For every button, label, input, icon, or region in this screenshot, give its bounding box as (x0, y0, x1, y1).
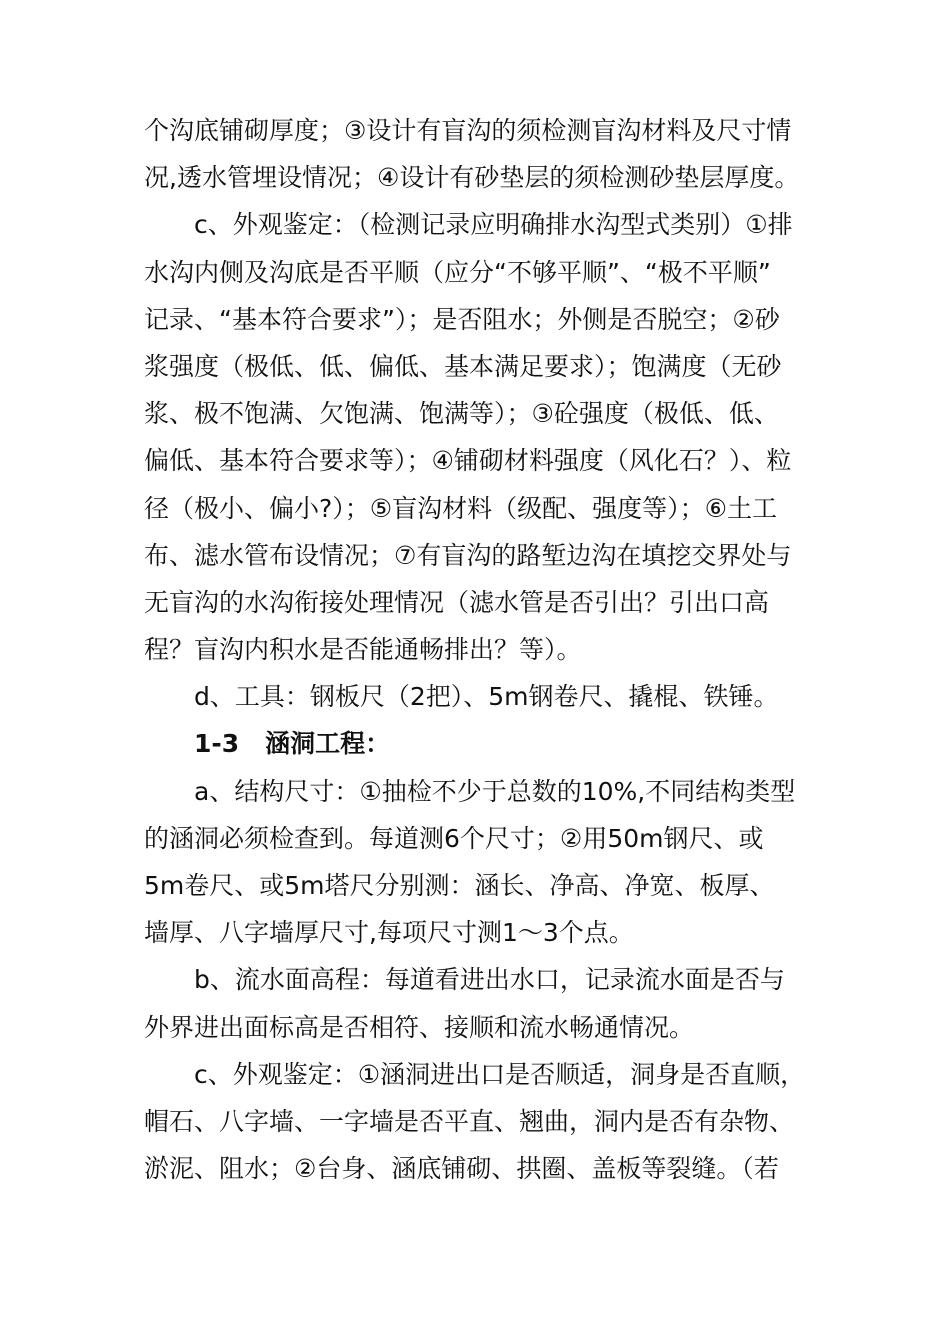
section-heading (144, 720, 816, 767)
section-number: 1-3 (194, 729, 240, 759)
text-line: 径（极小、偏小?）；⑤盲沟材料（级配、强度等）；⑥土工 (144, 493, 778, 523)
text-line: 外界进出面标高是否相符、接顺和流水畅通情况。 (144, 1012, 695, 1042)
paragraph-c-appearance: c、外观鉴定：（检测记录应明确排水沟型式类别）①排 (194, 210, 793, 240)
text-line: 个沟底铺砌厚度；③设计有盲沟的须检测盲沟材料及尺寸情 (144, 116, 792, 145)
text-line: 的涵洞必须检查到。每道测6个尺寸；②用50m钢尺、或 (144, 823, 764, 853)
text-line: 5m卷尺、或5m塔尺分别测：涵长、净高、净宽、板厚、 (144, 871, 775, 900)
text-line: 帽石、八字墙、一字墙是否平直、翘曲，洞内是否有杂物、 (144, 1106, 795, 1136)
text-line: 偏低、基本符合要求等）；④铺砌材料强度（风化石？）、粒 (144, 446, 792, 476)
paragraph-b-flow-elevation: b、流水面高程：每道看进出水口，记录流水面是否与 (194, 965, 785, 995)
text-line: 无盲沟的水沟衔接处理情况（滤水管是否引出？引出口高 (144, 587, 770, 617)
section-title: 涵洞工程： (265, 729, 391, 759)
text-line: 浆强度（极低、低、偏低、基本满足要求）；饱满度（无砂 (144, 351, 782, 381)
text-line: 水沟内侧及沟底是否平顺（应分“不够平顺”、“极不平顺” (144, 257, 771, 287)
text-line: 浆、极不饱满、欠饱满、饱满等）；③砼强度（极低、低、 (144, 399, 779, 429)
paragraph-d-tools: d、工具：钢板尺（2把）、5m钢卷尺、撬棍、铁锤。 (194, 682, 779, 712)
text-line: 程？盲沟内积水是否能通畅排出？等）。 (144, 635, 582, 665)
paragraph-a-structure-size: a、结构尺寸：①抽检不少于总数的10%,不同结构类型 (194, 776, 796, 806)
text-line: 记录、“基本符合要求”）；是否阻水；外侧是否脱空；②砂 (144, 304, 780, 334)
text-line: 布、滤水管布设情况；⑦有盲沟的路堑边沟在填挖交界处与 (144, 540, 792, 570)
paragraph-c-culvert-appearance: c、外观鉴定：①涵洞进出口是否顺适，洞身是否直顺， (194, 1059, 806, 1089)
text-line: 况,透水管埋设情况；④设计有砂垫层的须检测砂垫层厚度。 (144, 163, 800, 193)
document-body (144, 107, 816, 1192)
text-line: 墙厚、八字墙厚尺寸,每项尺寸测1～3个点。 (144, 918, 634, 948)
text-line: 淤泥、阻水；②台身、涵底铺砌、拱圈、盖板等裂缝。（若 (144, 1154, 779, 1184)
